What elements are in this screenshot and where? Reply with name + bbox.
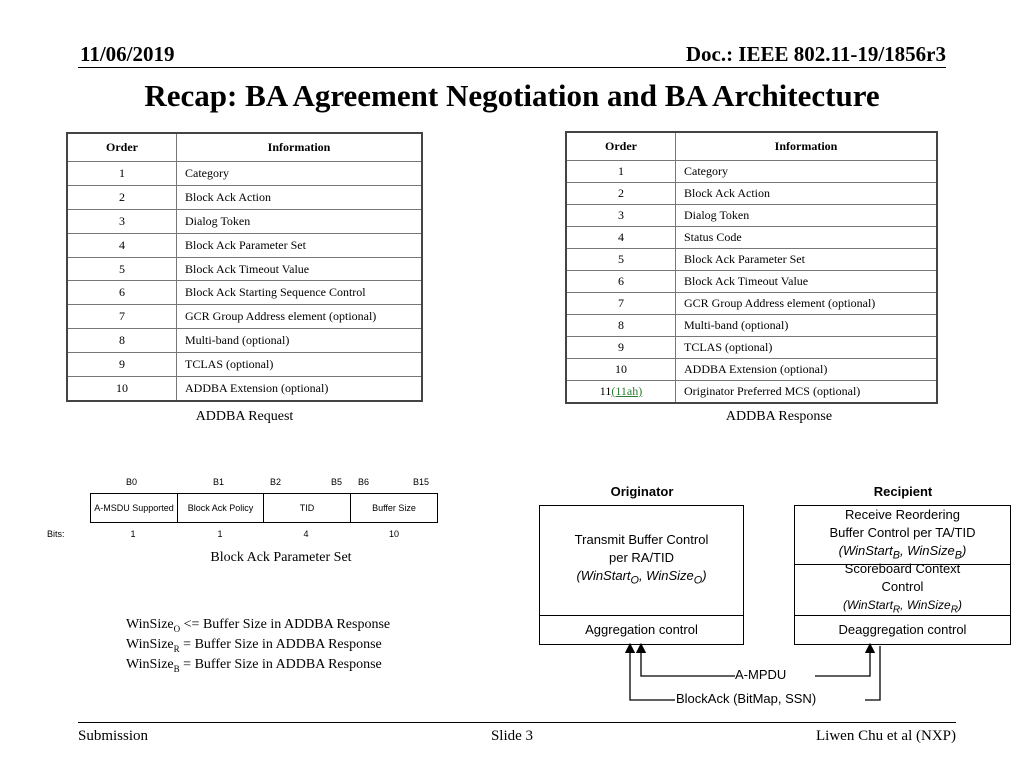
blockack-arrow: [865, 646, 880, 700]
addba-request-rows: [68, 162, 422, 401]
order-cell: 9: [567, 337, 676, 359]
information-cell: Block Ack Parameter Set: [676, 249, 937, 271]
ampdu-arrow-right: [815, 648, 870, 676]
addba-request-caption: ADDBA Request: [195, 409, 294, 424]
header-date: 11/06/2019: [80, 42, 175, 66]
field-amsdu-supported: A-MSDU Supported: [90, 493, 178, 523]
order-cell: 7: [68, 305, 177, 329]
header-divider: [78, 67, 946, 68]
bits-policy: 1: [217, 529, 223, 539]
field-tid: TID: [263, 493, 351, 523]
column-header-order: Order: [567, 133, 676, 161]
table-row: [567, 227, 937, 249]
footer-slide-number: Slide 3: [490, 728, 534, 744]
order-cell: 1: [567, 161, 676, 183]
table-row: [567, 205, 937, 227]
footer-submission: Submission: [78, 728, 149, 744]
deaggregation-control-box: Deaggregation control: [794, 615, 1011, 645]
order-cell: 8: [68, 329, 177, 353]
table-row: [68, 353, 422, 377]
ampdu-label: A-MPDU: [735, 667, 787, 682]
information-cell: ADDBA Extension (optional): [676, 359, 937, 381]
winsize-buffer-line: WinSize$_B$ = Buffer Size in ADDBA Response: [126, 657, 382, 674]
order-cell: 11(11ah): [567, 381, 676, 403]
addba-response-rows: [567, 161, 937, 403]
order-cell: 4: [68, 233, 177, 257]
winsize-originator-line: WinSize$_O$ <= Buffer Size in ADDBA Response: [126, 617, 391, 634]
receive-reordering-buffer-box: Receive Reordering Buffer Control per TA/TID (WinStart$_B$, WinSize$_B$): [794, 505, 1011, 565]
order-cell: 10: [567, 359, 676, 381]
table-row: [567, 183, 937, 205]
bit-label-b2: B2: [270, 477, 282, 487]
information-cell: Multi-band (optional): [676, 315, 937, 337]
footer-authors: Liwen Chu et al (NXP): [816, 728, 956, 744]
information-cell: Multi-band (optional): [177, 329, 422, 353]
order-cell: 2: [68, 185, 177, 209]
information-cell: Status Code: [676, 227, 937, 249]
table-row: [567, 315, 937, 337]
information-cell: ADDBA Extension (optional): [177, 377, 422, 401]
field-block-ack-policy: Block Ack Policy: [177, 493, 264, 523]
header-doc-number: Doc.: IEEE 802.11-19/1856r3: [685, 42, 946, 66]
information-cell: Category: [177, 162, 422, 186]
addba-response-table: [566, 132, 937, 403]
table-row: [567, 337, 937, 359]
information-cell: GCR Group Address element (optional): [676, 293, 937, 315]
table-row: [68, 233, 422, 257]
addba-request-table: [67, 133, 422, 401]
column-header-information: Information: [177, 134, 422, 162]
column-header-information: Information: [676, 133, 937, 161]
footer-divider: [78, 722, 956, 723]
block-ack-parameter-set-caption: Block Ack Parameter Set: [210, 550, 352, 565]
order-cell: 8: [567, 315, 676, 337]
information-cell: Block Ack Starting Sequence Control: [177, 281, 422, 305]
information-cell: GCR Group Address element (optional): [177, 305, 422, 329]
transmit-buffer-control-box: Transmit Buffer Control per RA/TID (WinStart$_O$, WinSize$_O$): [539, 505, 744, 616]
table-row: [68, 185, 422, 209]
order-cell: 10: [68, 377, 177, 401]
table-row: [68, 377, 422, 401]
order-cell: 3: [567, 205, 676, 227]
table-row: [68, 209, 422, 233]
bits-tid: 4: [303, 529, 309, 539]
order-cell: 5: [567, 249, 676, 271]
slide-title: Recap: BA Agreement Negotiation and BA Architecture: [144, 78, 880, 113]
field-buffer-size: Buffer Size: [350, 493, 438, 523]
blockack-arrow-left: [630, 648, 675, 700]
aggregation-control-box: Aggregation control: [539, 615, 744, 645]
order-cell: 6: [567, 271, 676, 293]
table-row: [68, 305, 422, 329]
order-cell: 7: [567, 293, 676, 315]
information-cell: Block Ack Action: [676, 183, 937, 205]
table-row: [68, 329, 422, 353]
order-cell: 1: [68, 162, 177, 186]
information-cell: Category: [676, 161, 937, 183]
table-row: [567, 293, 937, 315]
table-header-row: [567, 133, 937, 161]
bits-buffer-size: 10: [388, 529, 399, 539]
bit-label-b6: B6: [358, 477, 370, 487]
ampdu-arrow: [641, 652, 735, 676]
table-row: [68, 162, 422, 186]
order-cell: 6: [68, 281, 177, 305]
information-cell: TCLAS (optional): [676, 337, 937, 359]
addba-response-caption: ADDBA Response: [725, 409, 833, 424]
information-cell: Dialog Token: [177, 209, 422, 233]
originator-heading: Originator: [610, 484, 674, 499]
table-row: [68, 281, 422, 305]
bit-label-b5: B5: [331, 477, 343, 487]
information-cell: Block Ack Timeout Value: [177, 257, 422, 281]
information-cell: Originator Preferred MCS (optional): [676, 381, 937, 403]
table-row: [567, 381, 937, 403]
winsize-recipient-line: WinSize$_R$ = Buffer Size in ADDBA Response: [126, 637, 382, 654]
table-row: [567, 249, 937, 271]
bit-label-b1: B1: [213, 477, 225, 487]
table-row: [567, 359, 937, 381]
information-cell: Block Ack Parameter Set: [177, 233, 422, 257]
bits-amsdu: 1: [130, 529, 136, 539]
information-cell: TCLAS (optional): [177, 353, 422, 377]
recipient-heading: Recipient: [873, 484, 933, 499]
table-header-row: [68, 134, 422, 162]
table-row: [567, 271, 937, 293]
column-header-order: Order: [68, 134, 177, 162]
order-cell: 3: [68, 209, 177, 233]
order-cell: 2: [567, 183, 676, 205]
order-cell: 5: [68, 257, 177, 281]
bit-label-b0: B0: [126, 477, 138, 487]
blockack-label: BlockAck (BitMap, SSN): [676, 691, 817, 706]
information-cell: Block Ack Action: [177, 185, 422, 209]
amendment-link[interactable]: (11ah): [611, 384, 643, 398]
information-cell: Block Ack Timeout Value: [676, 271, 937, 293]
order-cell: 4: [567, 227, 676, 249]
order-cell: 9: [68, 353, 177, 377]
table-row: [68, 257, 422, 281]
table-row: [567, 161, 937, 183]
bit-label-b15: B15: [413, 477, 430, 487]
information-cell: Dialog Token: [676, 205, 937, 227]
bits-label: Bits:: [47, 529, 65, 539]
scoreboard-context-control-box: Scoreboard Context Control (WinStart$_R$, WinSize$_R$): [794, 564, 1011, 616]
